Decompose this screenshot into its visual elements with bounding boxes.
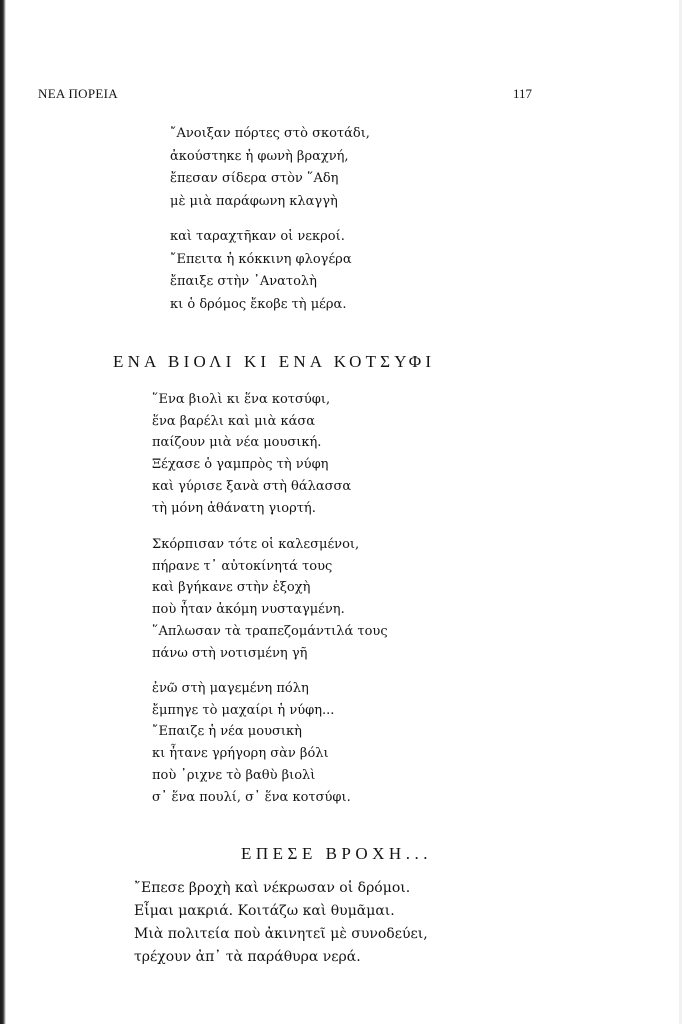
poem-stanza-2	[170, 226, 352, 316]
page-number: 117	[513, 86, 533, 101]
poem-line: Ξέχασε ὁ γαμπρὸς τὴ νύφη	[152, 457, 329, 473]
poem-line: τρέχουν ἀπ᾿ τὰ παράθυρα νερά.	[134, 949, 361, 965]
poem-stanza-3	[152, 389, 351, 519]
poem-line: Σκόρπισαν τότε οἱ καλεσμένοι,	[152, 537, 360, 552]
poem-line: ῎Επειτα ἡ κόκκινη φλογέρα	[170, 251, 352, 267]
poem-line: Μιὰ πολιτεία ποὺ ἀκινητεῖ μὲ συνοδεύει,	[134, 926, 428, 942]
page-binding-shadow	[0, 0, 6, 1024]
poem-stanza-5	[152, 678, 351, 808]
poem-line: ῎Επαιζε ἡ νέα μουσικὴ	[152, 724, 302, 740]
poem-line: ἔμπηγε τὸ μαχαίρι ἡ νύφη...	[152, 702, 335, 718]
poem-line: ῞Απλωσαν τὰ τραπεζομάντιλά τους	[152, 623, 388, 639]
poem-line: τὴ μόνη ἀθάνατη γιορτή.	[152, 500, 316, 516]
poem-stanza-4	[152, 534, 388, 664]
poem-line: κι ὁ δρόμος ἔκοβε τὴ μέρα.	[170, 296, 347, 312]
poem-line: ῎Ανοιξαν πόρτες στὸ σκοτάδι,	[170, 126, 370, 141]
running-title: ΝΕΑ ΠΟΡΕΙΑ	[38, 86, 118, 101]
poem-line: Εἶμαι μακριά. Κοιτάζω καὶ θυμᾶμαι.	[134, 903, 395, 919]
poem-line: καὶ γύρισε ξανὰ στὴ θάλασσα	[152, 478, 352, 494]
poem-stanza-1	[170, 123, 370, 213]
poem-line: καὶ ταραχτῆκαν οἱ νεκροί.	[170, 229, 345, 244]
poem-title-rain-fell: ΕΠΕΣΕ ΒΡΟΧΗ...	[241, 844, 432, 863]
poem-title-violin-blackbird: ΕΝΑ ΒΙΟΛΙ ΚΙ ΕΝΑ ΚΟΤΣΥΦΙ	[113, 352, 436, 371]
poem-line: ἀκούστηκε ἡ φωνὴ βραχνή,	[170, 148, 349, 164]
poem-line: ῞Ενα βιολὶ κι ἕνα κοτσύφι,	[152, 392, 331, 407]
poem-line: ἕνα βαρέλι καὶ μιὰ κάσα	[152, 413, 316, 429]
poem-line: πήρανε τ᾿ αὐτοκίνητά τους	[152, 558, 333, 574]
poem-line: κι ἦτανε γρήγορη σὰν βόλι	[152, 746, 329, 762]
poem-line: πάνω στὴ νοτισμένη γῆ	[152, 645, 308, 661]
poem-line: ἔπαιξε στὴν ᾿Ανατολὴ	[170, 274, 317, 289]
poem-stanza-6	[134, 877, 428, 969]
poem-line: παίζουν μιὰ νέα μουσική.	[152, 435, 322, 451]
poem-line: μὲ μιὰ παράφωνη κλαγγὴ	[170, 193, 338, 209]
poem-line: ἐνῶ στὴ μαγεμένη πόλη	[152, 681, 309, 696]
poem-line: ἔπεσαν σίδερα στὸν ῞Αδη	[170, 171, 339, 186]
poem-line: ποὺ ἦταν ἀκόμη νυσταγμένη.	[152, 602, 345, 618]
poem-line: ῎Επεσε βροχὴ καὶ νέκρωσαν οἱ δρόμοι.	[134, 880, 411, 896]
poem-line: καὶ βγήκανε στὴν ἐξοχὴ	[152, 580, 311, 596]
poem-line: ποὺ ᾿ριχνε τὸ βαθὺ βιολὶ	[152, 767, 316, 783]
poem-line: σ᾿ ἕνα πουλί, σ᾿ ἕνα κοτσύφι.	[152, 789, 351, 805]
